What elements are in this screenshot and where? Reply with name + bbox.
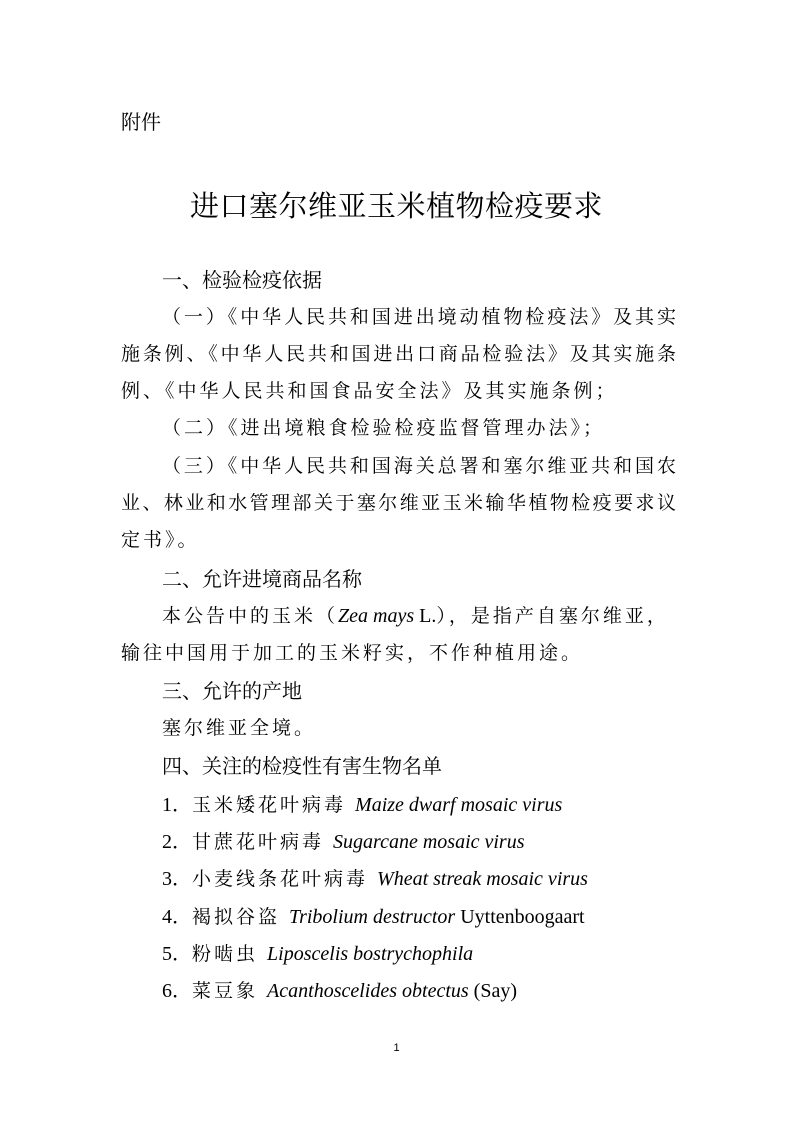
pest-scientific-name: Wheat streak mosaic virus [377, 868, 588, 890]
pest-chinese-name: 小麦线条花叶病毒 [192, 868, 378, 890]
pest-number: 4． [162, 906, 192, 928]
pest-chinese-name: 甘蔗花叶病毒 [192, 831, 334, 853]
pest-list-item [162, 788, 562, 817]
section-4-heading: 四、关注的检疫性有害生物名单 [162, 754, 442, 778]
pest-number: 5． [162, 943, 192, 965]
pest-author: Uyttenboogaart [455, 906, 585, 928]
pest-chinese-name: 菜豆象 [192, 980, 268, 1002]
pest-list-item [162, 825, 525, 854]
pest-number: 3． [162, 868, 192, 890]
pest-list-item [162, 862, 588, 891]
section-1-item-1-line-1: （一）《中华人民共和国进出境动植物检疫法》及其实 [162, 306, 676, 328]
document-title: 进口塞尔维亚玉米植物检疫要求 [189, 189, 603, 223]
section-2-line-1-post: ），是指产自塞尔维亚， [436, 605, 669, 627]
pest-scientific-name: Maize dwarf mosaic virus [355, 794, 563, 816]
zea-mays-author: L. [414, 605, 437, 627]
section-1-item-3-line-1: （三）《中华人民共和国海关总署和塞尔维亚共和国农 [162, 455, 676, 477]
pest-number: 1． [162, 794, 192, 816]
pest-chinese-name: 粉啮虫 [192, 943, 268, 965]
section-2-line-1-pre: 本公告中的玉米（ [162, 605, 339, 627]
section-1-heading: 一、检验检疫依据 [162, 268, 322, 292]
section-1-item-3-line-2: 业、林业和水管理部关于塞尔维亚玉米输华植物检疫要求议 [121, 492, 676, 514]
zea-mays-scientific-name: Zea mays [338, 605, 415, 627]
section-2-line-1 [162, 601, 669, 628]
section-1-item-2: （二）《进出境粮食检验检疫监督管理办法》； [162, 417, 606, 439]
pest-list-item [162, 900, 585, 929]
pest-number: 6． [162, 980, 192, 1002]
section-3-heading: 三、允许的产地 [162, 679, 302, 703]
section-1-item-1-line-2: 施条例、《中华人民共和国进出口商品检验法》及其实施条 [121, 343, 676, 365]
attachment-label: 附件 [121, 110, 161, 134]
pest-author: (Say) [468, 980, 517, 1002]
section-2-heading: 二、允许进境商品名称 [162, 567, 362, 591]
pest-list-item [162, 937, 473, 966]
pest-chinese-name: 褐拟谷盗 [192, 906, 290, 928]
pest-scientific-name: Acanthoscelides obtectus [267, 980, 469, 1002]
section-1-item-3-line-3: 定书》。 [121, 529, 200, 551]
pest-chinese-name: 玉米矮花叶病毒 [192, 794, 356, 816]
section-3-line-1: 塞尔维亚全境。 [162, 717, 317, 739]
pest-scientific-name: Sugarcane mosaic virus [333, 831, 525, 853]
page-number: 1 [393, 1042, 400, 1054]
pest-number: 2． [162, 831, 192, 853]
section-1-item-1-line-3: 例、《中华人民共和国食品安全法》及其实施条例； [121, 380, 618, 402]
pest-list-item [162, 974, 517, 1003]
section-2-line-2: 输往中国用于加工的玉米籽实，不作种植用途。 [121, 642, 584, 664]
pest-scientific-name: Tribolium destructor [289, 906, 456, 928]
pest-scientific-name: Liposcelis bostrychophila [267, 943, 474, 965]
